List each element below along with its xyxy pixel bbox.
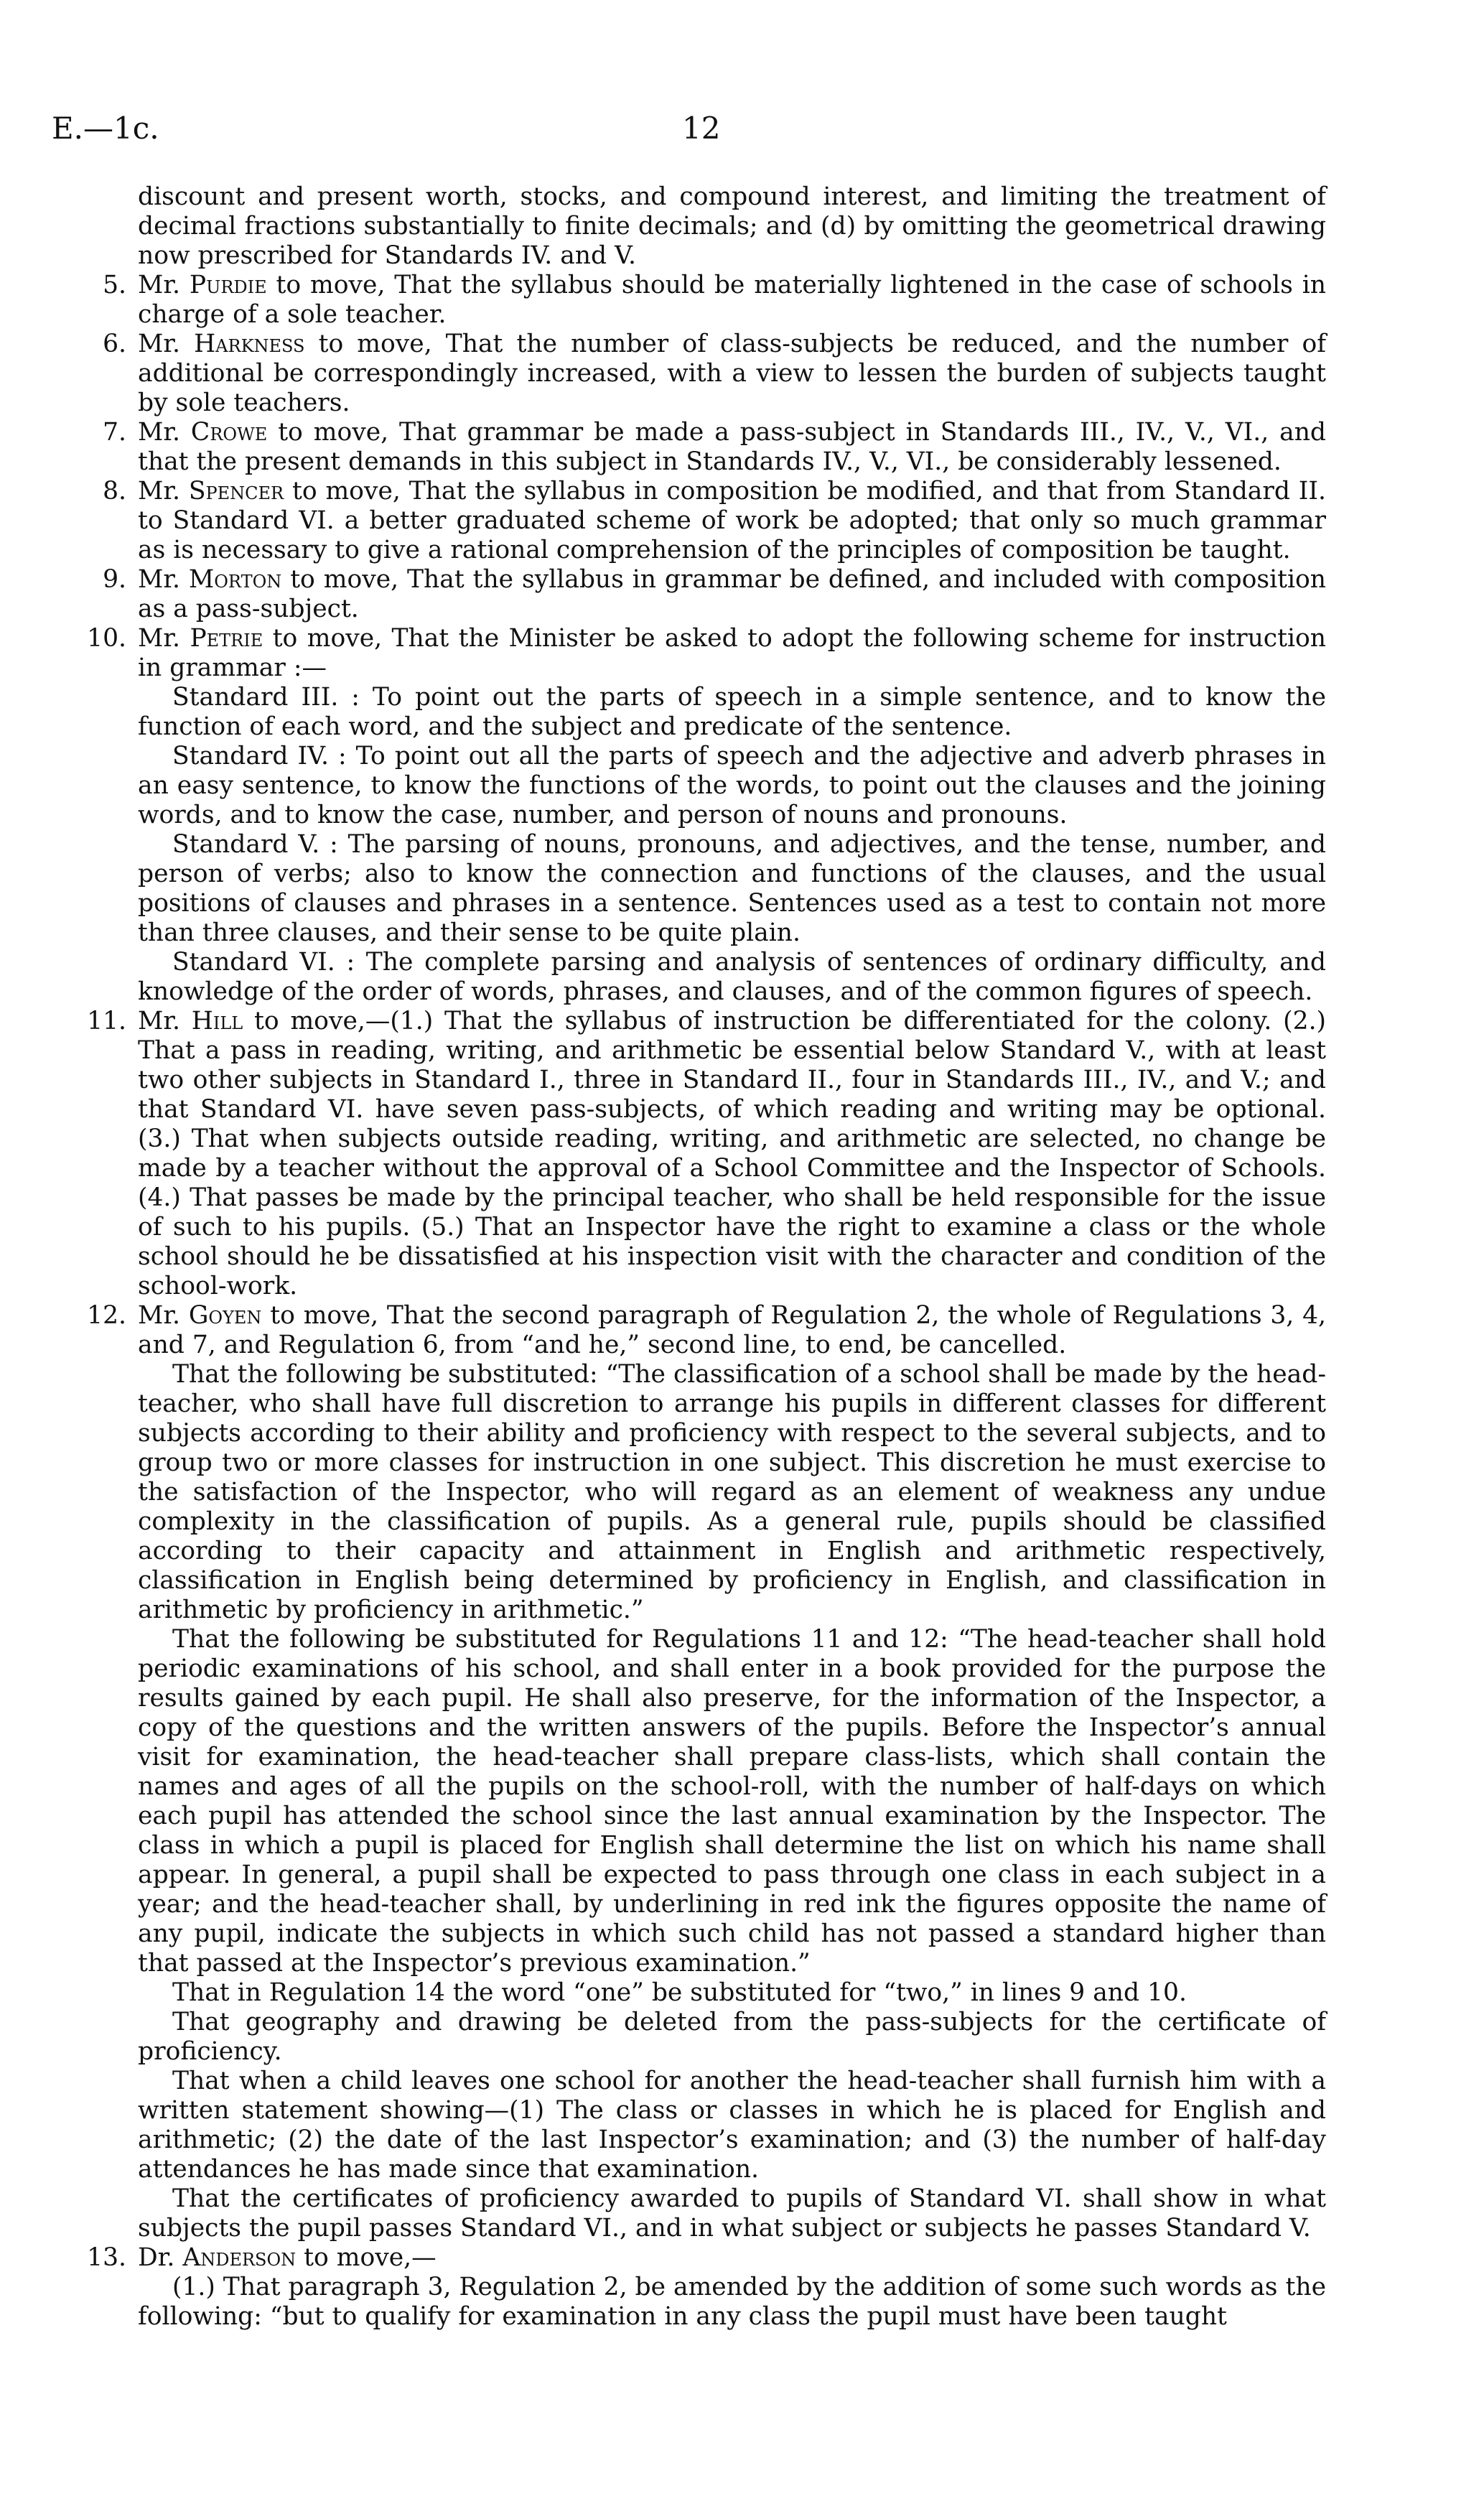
item13-subparagraph: (1.) That paragraph 3, Regulation 2, be amended by the addition of some such words as the following: “but to qualify for examination in any class the pupil must have been taught — [138, 2273, 1326, 2331]
motion-item-10 — [86, 624, 1326, 683]
mover-name: Harkness — [194, 330, 305, 358]
motion-text: to move, That the second paragraph of Regulation 2, the whole of Regulations 3, 4, and 7, and Regulation 6, from “and he,” second line, to end, be cancelled. — [138, 1301, 1326, 1359]
item-title: Dr. — [138, 2243, 175, 2272]
motion-text: to move, That the Minister be asked to adopt the following scheme for instruction in grammar :— — [138, 624, 1327, 682]
mover-name: Petrie — [190, 624, 263, 653]
motion-text: to move, That grammar be made a pass-subject in Standards III., IV., V., VI., and that the present demands in this subject in Standards IV., V., VI., be considerably lessened. — [138, 418, 1327, 476]
motion-text: to move,—(1.) That the syllabus of instruction be differentiated for the colony. (2.) That a pass in reading, writing, and arithmetic be essential below Standard V., with at least two other subjects in Standard I., three in Standard II., four in Standards III., IV., and V.; and that Standard VI. have seven pass-subjects, of which reading and writing may be optional. (3.) That when subjects outside reading, writing, and arithmetic are selected, no change be made by a teacher without the approval of a School Committee and the Inspector of Schools. (4.) That passes be made by the principal teacher, who shall be held responsible for the issue of such to his pupils. (5.) That an Inspector have the right to examine a class or the whole school should he be dissatisfied at his inspection visit with the character and condition of the school-work. — [138, 1007, 1327, 1300]
item-number: 8. — [103, 477, 126, 506]
item-number: 12. — [87, 1301, 126, 1330]
continued-paragraph: discount and present worth, stocks, and compound interest, and limiting the treatment of decimal fractions substantially to finite decimals; and (d) by omitting the geometrical drawing now prescribed for Standards IV. and V. — [138, 182, 1326, 270]
motion-text: to move, That the number of class-subjects be reduced, and the number of additional be correspondingly increased, with a view to lessen the burden of subjects taught by sole teachers. — [138, 330, 1327, 417]
item-number: 10. — [87, 624, 126, 653]
mover-name: Hill — [191, 1007, 243, 1035]
item-number: 9. — [103, 565, 126, 594]
motion-item-8 — [86, 477, 1326, 565]
document-body — [86, 182, 1326, 2332]
grammar-standard-vi: Standard VI. : The complete parsing and analysis of sentences of ordinary difficulty, and knowledge of the order of words, phrases, and clauses, and of the common figures of speech. — [138, 948, 1326, 1006]
motion-item-11 — [86, 1007, 1326, 1301]
item12-paragraph: That the certificates of proficiency awarded to pupils of Standard VI. shall show in what subjects the pupil passes Standard VI., and in what subject or subjects he passes Standard V. — [138, 2184, 1326, 2243]
item12-paragraph: That geography and drawing be deleted from the pass-subjects for the certificate of proficiency. — [138, 2008, 1326, 2066]
motion-item-9 — [86, 565, 1326, 624]
grammar-standard-v: Standard V. : The parsing of nouns, pronouns, and adjectives, and the tense, number, and person of verbs; also to know the connection and functions of the clauses, and the usual positions of clauses and phrases in a sentence. Sentences used as a test to contain not more than three clauses, and their sense to be quite plain. — [138, 830, 1326, 947]
item-title: Mr. — [138, 418, 180, 447]
item-title: Mr. — [138, 565, 180, 594]
item-title: Mr. — [138, 330, 180, 358]
mover-name: Crowe — [190, 418, 268, 447]
item12-paragraph: That in Regulation 14 the word “one” be substituted for “two,” in lines 9 and 10. — [172, 1978, 1187, 2007]
item-number: 5. — [103, 271, 126, 299]
motion-text: to move, That the syllabus in composition be modified, and that from Standard II. to Standard VI. a better graduated scheme of work be adopted; that only so much grammar as is necessary to give a rational comprehension of the principles of composition be taught. — [138, 477, 1327, 564]
item-number: 11. — [87, 1007, 126, 1035]
grammar-standard-iii: Standard III. : To point out the parts of speech in a simple sentence, and to know the function of each word, and the subject and predicate of the sentence. — [138, 683, 1326, 741]
motion-item-6 — [86, 330, 1326, 418]
document-reference: E.—1c. — [52, 111, 159, 146]
item12-paragraph: That the following be substituted: “The classification of a school shall be made by the head-teacher, who shall have full discretion to arrange his pupils in different classes for different subjects according to their ability and proficiency with respect to the several subjects, and to group two or more classes for instruction in one subject. This discretion he must exercise to the satisfaction of the Inspector, who will regard as an element of weakness any undue complexity in the classification of pupils. As a general rule, pupils should be classified according to their capacity and attainment in English and arithmetic respectively, classification in English being determined by proficiency in English, and classification in arithmetic by proficiency in arithmetic.” — [138, 1360, 1326, 1624]
motion-item-12 — [86, 1301, 1326, 1360]
motion-item-13 — [86, 2243, 1326, 2273]
mover-name: Purdie — [189, 271, 267, 299]
page-number: 12 — [682, 111, 721, 146]
item-title: Mr. — [138, 1007, 180, 1035]
motion-text: to move, That the syllabus should be materially lightened in the case of schools in charge of a sole teacher. — [138, 271, 1327, 329]
item-title: Mr. — [138, 624, 180, 653]
item-title: Mr. — [138, 271, 180, 299]
item-number: 6. — [103, 330, 126, 358]
motion-item-7 — [86, 418, 1326, 477]
motion-text: to move,— — [304, 2243, 437, 2272]
item12-paragraph: That the following be substituted for Regulations 11 and 12: “The head-teacher shall hold periodic examinations of his school, and shall enter in a book provided for the purpose the results gained by each pupil. He shall also preserve, for the information of the Inspector, a copy of the questions and the written answers of the pupils. Before the Inspector’s annual visit for examination, the head-teacher shall prepare class-lists, which shall contain the names and ages of all the pupils on the school-roll, with the number of half-days on which each pupil has attended the school since the last annual examination by the Inspector. The class in which a pupil is placed for English shall determine the list on which his name shall appear. In general, a pupil shall be expected to pass through one class in each subject in a year; and the head-teacher shall, by underlining in red ink the figures opposite the name of any pupil, indicate the subjects in which such child has not passed a standard higher than that passed at the Inspector’s previous examination.” — [138, 1625, 1326, 1978]
mover-name: Goyen — [188, 1301, 262, 1330]
item-number: 7. — [103, 418, 126, 447]
motion-item-5 — [86, 271, 1326, 330]
mover-name: Anderson — [182, 2243, 297, 2272]
item-number: 13. — [87, 2243, 126, 2272]
mover-name: Morton — [188, 565, 282, 594]
grammar-standard-iv: Standard IV. : To point out all the parts of speech and the adjective and adverb phrases in an easy sentence, to know the functions of the words, to point out the clauses and the joining words, and to know the case, number, and person of nouns and pronouns. — [138, 742, 1326, 829]
item12-paragraph: That when a child leaves one school for another the head-teacher shall furnish him with a written statement showing—(1) The class or classes in which he is placed for English and arithmetic; (2) the date of the last Inspector’s examination; and (3) the number of half-day attendances he has made since that examination. — [138, 2067, 1326, 2184]
motion-text: to move, That the syllabus in grammar be defined, and included with composition as a pass-subject. — [138, 565, 1326, 623]
item-title: Mr. — [138, 477, 180, 506]
mover-name: Spencer — [188, 477, 284, 506]
page-header — [52, 113, 1432, 157]
item-title: Mr. — [138, 1301, 180, 1330]
